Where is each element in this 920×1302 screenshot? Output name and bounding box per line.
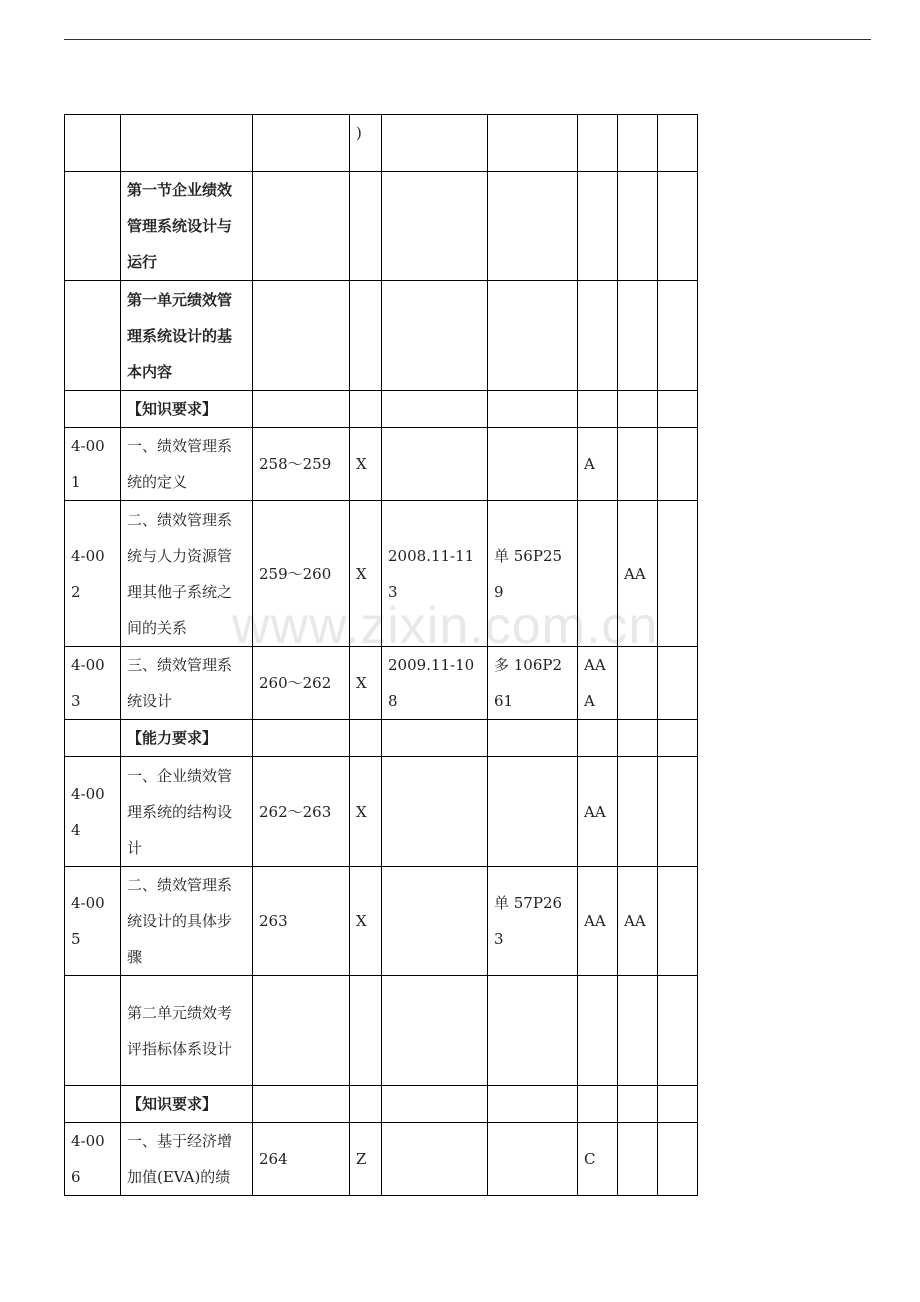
level-cell bbox=[658, 501, 698, 647]
code-cell bbox=[65, 976, 121, 1086]
table-row bbox=[65, 428, 698, 501]
title-cell: 二、绩效管理系统设计的具体步骤 bbox=[121, 867, 253, 976]
table-row bbox=[65, 1086, 698, 1123]
table-row bbox=[65, 647, 698, 720]
level-cell bbox=[578, 720, 618, 757]
type-cell bbox=[350, 281, 382, 391]
title-cell: 一、企业绩效管理系统的结构设计 bbox=[121, 757, 253, 867]
level-cell bbox=[618, 1086, 658, 1123]
section-heading: 第一节企业绩效管理系统设计与运行 bbox=[121, 172, 253, 281]
title-cell: 二、绩效管理系统与人力资源管理其他子系统之间的关系 bbox=[121, 501, 253, 647]
ref-cell: 多 106P261 bbox=[488, 647, 578, 720]
level-cell bbox=[658, 757, 698, 867]
pages-cell: 262～263 bbox=[253, 757, 350, 867]
code-cell bbox=[65, 281, 121, 391]
level-cell bbox=[658, 720, 698, 757]
ref-cell bbox=[488, 976, 578, 1086]
year-cell bbox=[382, 428, 488, 501]
category-heading: 【知识要求】 bbox=[121, 1086, 253, 1123]
type-cell: X bbox=[350, 757, 382, 867]
level-cell bbox=[578, 281, 618, 391]
level-cell bbox=[658, 391, 698, 428]
pages-cell: 259～260 bbox=[253, 501, 350, 647]
code-cell: 4-005 bbox=[65, 867, 121, 976]
ref-cell bbox=[488, 391, 578, 428]
code-cell bbox=[65, 391, 121, 428]
table-row bbox=[65, 867, 698, 976]
ref-cell bbox=[488, 172, 578, 281]
level-cell bbox=[578, 172, 618, 281]
level-cell bbox=[658, 428, 698, 501]
category-heading: 【能力要求】 bbox=[121, 720, 253, 757]
table-row bbox=[65, 501, 698, 647]
level-cell bbox=[618, 115, 658, 172]
code-cell: 4-002 bbox=[65, 501, 121, 647]
year-cell: 2009.11-108 bbox=[382, 647, 488, 720]
level-cell bbox=[618, 1123, 658, 1196]
type-cell: X bbox=[350, 428, 382, 501]
level-cell bbox=[618, 647, 658, 720]
code-cell bbox=[65, 115, 121, 172]
level-cell bbox=[658, 115, 698, 172]
level-cell bbox=[658, 976, 698, 1086]
level-cell: AAA bbox=[578, 647, 618, 720]
table-row bbox=[65, 391, 698, 428]
level-cell bbox=[578, 391, 618, 428]
level-cell bbox=[618, 720, 658, 757]
title-cell: 三、绩效管理系统设计 bbox=[121, 647, 253, 720]
title-cell: 一、基于经济增加值(EVA)的绩 bbox=[121, 1123, 253, 1196]
level-cell bbox=[658, 1123, 698, 1196]
pages-cell bbox=[253, 172, 350, 281]
code-cell bbox=[65, 172, 121, 281]
syllabus-table bbox=[64, 114, 698, 1196]
level-cell bbox=[618, 976, 658, 1086]
ref-cell bbox=[488, 115, 578, 172]
level-cell bbox=[578, 501, 618, 647]
year-cell bbox=[382, 720, 488, 757]
level-cell: AA bbox=[618, 867, 658, 976]
ref-cell bbox=[488, 757, 578, 867]
level-cell bbox=[618, 428, 658, 501]
year-cell bbox=[382, 867, 488, 976]
code-cell bbox=[65, 720, 121, 757]
year-cell bbox=[382, 115, 488, 172]
level-cell bbox=[618, 281, 658, 391]
table-row bbox=[65, 757, 698, 867]
level-cell bbox=[578, 976, 618, 1086]
level-cell: AA bbox=[578, 867, 618, 976]
ref-cell bbox=[488, 1123, 578, 1196]
table-row bbox=[65, 281, 698, 391]
type-cell bbox=[350, 1086, 382, 1123]
ref-cell bbox=[488, 281, 578, 391]
pages-cell: 263 bbox=[253, 867, 350, 976]
table-row bbox=[65, 720, 698, 757]
code-cell: 4-003 bbox=[65, 647, 121, 720]
watermark: www.zixin.com.cn bbox=[232, 597, 659, 655]
pages-cell: 258～259 bbox=[253, 428, 350, 501]
category-heading: 【知识要求】 bbox=[121, 391, 253, 428]
type-cell: Z bbox=[350, 1123, 382, 1196]
level-cell bbox=[618, 757, 658, 867]
type-cell: X bbox=[350, 867, 382, 976]
year-cell bbox=[382, 281, 488, 391]
level-cell bbox=[658, 172, 698, 281]
ref-cell: 单 56P259 bbox=[488, 501, 578, 647]
level-cell bbox=[658, 647, 698, 720]
unit-heading: 第一单元绩效管理系统设计的基本内容 bbox=[121, 281, 253, 391]
level-cell bbox=[618, 391, 658, 428]
type-cell: X bbox=[350, 501, 382, 647]
year-cell bbox=[382, 976, 488, 1086]
year-cell bbox=[382, 1086, 488, 1123]
year-cell bbox=[382, 391, 488, 428]
ref-cell: 单 57P263 bbox=[488, 867, 578, 976]
code-cell: 4-001 bbox=[65, 428, 121, 501]
type-cell: ) bbox=[350, 115, 382, 172]
unit-heading: 第二单元绩效考评指标体系设计 bbox=[121, 976, 253, 1086]
type-cell bbox=[350, 172, 382, 281]
pages-cell bbox=[253, 720, 350, 757]
pages-cell bbox=[253, 976, 350, 1086]
pages-cell bbox=[253, 391, 350, 428]
pages-cell bbox=[253, 281, 350, 391]
level-cell bbox=[658, 867, 698, 976]
title-cell: 一、绩效管理系统的定义 bbox=[121, 428, 253, 501]
table-row bbox=[65, 115, 698, 172]
year-cell bbox=[382, 757, 488, 867]
title-cell bbox=[121, 115, 253, 172]
level-cell bbox=[618, 172, 658, 281]
header-rule bbox=[64, 39, 871, 40]
level-cell bbox=[658, 281, 698, 391]
table-row bbox=[65, 172, 698, 281]
pages-cell bbox=[253, 115, 350, 172]
pages-cell: 260～262 bbox=[253, 647, 350, 720]
type-cell bbox=[350, 976, 382, 1086]
year-cell bbox=[382, 172, 488, 281]
type-cell: X bbox=[350, 647, 382, 720]
code-cell: 4-006 bbox=[65, 1123, 121, 1196]
code-cell: 4-004 bbox=[65, 757, 121, 867]
type-cell bbox=[350, 720, 382, 757]
level-cell: A bbox=[578, 428, 618, 501]
ref-cell bbox=[488, 720, 578, 757]
level-cell bbox=[658, 1086, 698, 1123]
ref-cell bbox=[488, 428, 578, 501]
type-cell bbox=[350, 391, 382, 428]
level-cell bbox=[578, 115, 618, 172]
level-cell: C bbox=[578, 1123, 618, 1196]
level-cell bbox=[578, 1086, 618, 1123]
level-cell: AA bbox=[618, 501, 658, 647]
ref-cell bbox=[488, 1086, 578, 1123]
year-cell bbox=[382, 1123, 488, 1196]
table-row bbox=[65, 976, 698, 1086]
pages-cell bbox=[253, 1086, 350, 1123]
year-cell: 2008.11-113 bbox=[382, 501, 488, 647]
code-cell bbox=[65, 1086, 121, 1123]
table-row bbox=[65, 1123, 698, 1196]
level-cell: AA bbox=[578, 757, 618, 867]
pages-cell: 264 bbox=[253, 1123, 350, 1196]
